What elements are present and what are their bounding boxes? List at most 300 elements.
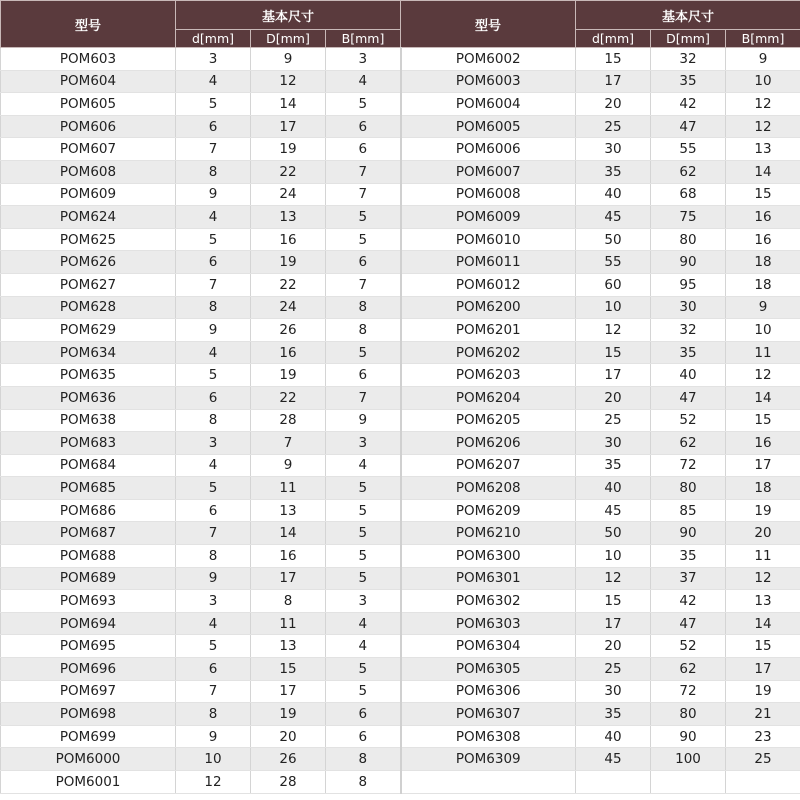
left-dim-D-cell: 22 [251, 273, 326, 296]
left-dim-B-cell: 4 [326, 70, 401, 93]
right-dim-B-cell: 15 [726, 409, 800, 432]
table-row [1, 70, 800, 93]
left-model-cell: POM697 [1, 680, 176, 703]
right-model-cell: POM6304 [401, 635, 576, 658]
left-dim-d-cell: 3 [176, 432, 251, 455]
right-dim-B-cell: 14 [726, 386, 800, 409]
right-model-cell: POM6200 [401, 296, 576, 319]
left-dim-D-cell: 17 [251, 115, 326, 138]
table-row [1, 477, 800, 500]
right-dim-d-cell: 40 [576, 725, 651, 748]
left-model-cell: POM606 [1, 115, 176, 138]
right-dim-B-cell: 11 [726, 545, 800, 568]
right-dim-B-cell: 15 [726, 635, 800, 658]
right-dim-B-cell: 25 [726, 748, 800, 771]
left-dim-D-cell: 16 [251, 545, 326, 568]
right-dim-D-cell: 40 [651, 364, 726, 387]
right-model-cell: POM6306 [401, 680, 576, 703]
left-dim-B-cell: 5 [326, 658, 401, 681]
table-row [1, 771, 800, 794]
right-dim-d-cell: 50 [576, 522, 651, 545]
left-dim-D-cell: 24 [251, 183, 326, 206]
left-model-cell: POM628 [1, 296, 176, 319]
right-model-cell: POM6207 [401, 454, 576, 477]
left-model-cell: POM634 [1, 341, 176, 364]
right-dim-D-cell: 42 [651, 590, 726, 613]
left-model-cell: POM695 [1, 635, 176, 658]
left-dim-d-cell: 5 [176, 228, 251, 251]
right-model-cell: POM6301 [401, 567, 576, 590]
left-dim-B-cell: 9 [326, 409, 401, 432]
left-model-cell: POM603 [1, 48, 176, 71]
left-model-cell: POM608 [1, 160, 176, 183]
right-dim-B-cell: 12 [726, 567, 800, 590]
right-dim-B-cell: 14 [726, 160, 800, 183]
right-dim-d-cell: 50 [576, 228, 651, 251]
left-dim-B-cell: 6 [326, 703, 401, 726]
left-dim-D-cell: 9 [251, 454, 326, 477]
right-dim-B-cell: 16 [726, 228, 800, 251]
right-model-cell [401, 771, 576, 794]
right-dim-D-cell: 52 [651, 409, 726, 432]
left-dim-d-cell: 8 [176, 296, 251, 319]
right-dim-d-cell: 20 [576, 93, 651, 116]
right-dim-d-cell: 10 [576, 545, 651, 568]
right-model-cell: POM6011 [401, 251, 576, 274]
right-dim-d-cell: 20 [576, 635, 651, 658]
model-header-left: 型号 [1, 1, 176, 48]
left-dim-D-cell: 19 [251, 138, 326, 161]
left-dim-D-cell: 13 [251, 635, 326, 658]
right-model-cell: POM6006 [401, 138, 576, 161]
left-dim-d-cell: 6 [176, 386, 251, 409]
right-model-cell: POM6012 [401, 273, 576, 296]
left-dim-D-cell: 12 [251, 70, 326, 93]
left-dim-D-cell: 26 [251, 319, 326, 342]
right-model-cell: POM6003 [401, 70, 576, 93]
left-dim-B-cell: 5 [326, 545, 401, 568]
right-model-cell: POM6206 [401, 432, 576, 455]
left-dim-D-cell: 8 [251, 590, 326, 613]
left-dim-B-cell: 5 [326, 499, 401, 522]
right-model-cell: POM6009 [401, 206, 576, 229]
right-dim-d-cell: 17 [576, 612, 651, 635]
left-dim-B-cell: 5 [326, 93, 401, 116]
col-D-header-right: D[mm] [651, 30, 726, 48]
right-dim-B-cell: 16 [726, 432, 800, 455]
right-dim-B-cell: 13 [726, 138, 800, 161]
right-dim-d-cell: 30 [576, 432, 651, 455]
left-dim-d-cell: 9 [176, 725, 251, 748]
table-row [1, 545, 800, 568]
left-dim-d-cell: 4 [176, 206, 251, 229]
right-dim-d-cell: 30 [576, 680, 651, 703]
col-B-header-left: B[mm] [326, 30, 401, 48]
right-dim-d-cell: 30 [576, 138, 651, 161]
right-model-cell: POM6204 [401, 386, 576, 409]
left-dim-D-cell: 19 [251, 703, 326, 726]
right-model-cell: POM6008 [401, 183, 576, 206]
left-dim-B-cell: 5 [326, 522, 401, 545]
right-dim-B-cell: 9 [726, 296, 800, 319]
right-dim-D-cell: 68 [651, 183, 726, 206]
right-dim-B-cell: 12 [726, 115, 800, 138]
left-dim-B-cell: 5 [326, 341, 401, 364]
right-dim-d-cell: 35 [576, 454, 651, 477]
left-dim-B-cell: 3 [326, 48, 401, 71]
right-dim-D-cell: 90 [651, 251, 726, 274]
left-model-cell: POM6001 [1, 771, 176, 794]
right-model-cell: POM6303 [401, 612, 576, 635]
right-dim-D-cell: 37 [651, 567, 726, 590]
table-row [1, 590, 800, 613]
right-model-cell: POM6205 [401, 409, 576, 432]
right-dim-D-cell: 32 [651, 48, 726, 71]
right-model-cell: POM6202 [401, 341, 576, 364]
right-dim-D-cell: 80 [651, 477, 726, 500]
right-dim-B-cell: 15 [726, 183, 800, 206]
right-dim-B-cell: 21 [726, 703, 800, 726]
table-row [1, 725, 800, 748]
table-row [1, 206, 800, 229]
table-row [1, 386, 800, 409]
right-dim-d-cell: 40 [576, 477, 651, 500]
right-dim-D-cell: 35 [651, 545, 726, 568]
table-header [1, 1, 800, 48]
left-dim-D-cell: 14 [251, 93, 326, 116]
left-dim-B-cell: 3 [326, 432, 401, 455]
right-dim-B-cell: 23 [726, 725, 800, 748]
right-dim-d-cell: 10 [576, 296, 651, 319]
right-dim-D-cell: 55 [651, 138, 726, 161]
table-row [1, 138, 800, 161]
table-row [1, 228, 800, 251]
table-row [1, 296, 800, 319]
right-dim-d-cell: 17 [576, 364, 651, 387]
right-dim-B-cell: 16 [726, 206, 800, 229]
left-model-cell: POM698 [1, 703, 176, 726]
right-dim-D-cell: 42 [651, 93, 726, 116]
right-dim-D-cell: 80 [651, 703, 726, 726]
left-dim-D-cell: 28 [251, 409, 326, 432]
right-dim-B-cell: 19 [726, 680, 800, 703]
left-dim-d-cell: 4 [176, 612, 251, 635]
right-dim-B-cell: 10 [726, 70, 800, 93]
left-model-cell: POM6000 [1, 748, 176, 771]
right-model-cell: POM6004 [401, 93, 576, 116]
left-dim-d-cell: 5 [176, 93, 251, 116]
left-dim-B-cell: 7 [326, 183, 401, 206]
table-row [1, 703, 800, 726]
left-dim-D-cell: 11 [251, 477, 326, 500]
left-dim-B-cell: 8 [326, 771, 401, 794]
left-dim-D-cell: 17 [251, 567, 326, 590]
left-dim-B-cell: 8 [326, 319, 401, 342]
right-dim-D-cell: 80 [651, 228, 726, 251]
table-row [1, 273, 800, 296]
right-dim-d-cell: 25 [576, 115, 651, 138]
left-dim-B-cell: 5 [326, 206, 401, 229]
left-model-cell: POM693 [1, 590, 176, 613]
table-row [1, 635, 800, 658]
right-dim-D-cell: 75 [651, 206, 726, 229]
table-row [1, 454, 800, 477]
right-model-cell: POM6209 [401, 499, 576, 522]
left-dim-d-cell: 6 [176, 115, 251, 138]
table-row [1, 93, 800, 116]
col-B-header-right: B[mm] [726, 30, 800, 48]
left-model-cell: POM687 [1, 522, 176, 545]
col-D-header-left: D[mm] [251, 30, 326, 48]
left-dim-B-cell: 7 [326, 160, 401, 183]
right-model-cell: POM6210 [401, 522, 576, 545]
left-dim-B-cell: 5 [326, 680, 401, 703]
left-model-cell: POM626 [1, 251, 176, 274]
right-dim-d-cell: 12 [576, 319, 651, 342]
left-dim-d-cell: 8 [176, 703, 251, 726]
table-row [1, 499, 800, 522]
right-dim-D-cell: 85 [651, 499, 726, 522]
right-dim-D-cell: 47 [651, 115, 726, 138]
left-dim-B-cell: 5 [326, 228, 401, 251]
left-dim-D-cell: 20 [251, 725, 326, 748]
right-dim-D-cell: 62 [651, 160, 726, 183]
right-dim-B-cell: 17 [726, 454, 800, 477]
right-dim-d-cell: 15 [576, 341, 651, 364]
right-dim-d-cell: 35 [576, 703, 651, 726]
right-dim-B-cell: 18 [726, 251, 800, 274]
left-model-cell: POM686 [1, 499, 176, 522]
left-dim-D-cell: 15 [251, 658, 326, 681]
left-dim-D-cell: 7 [251, 432, 326, 455]
left-dim-B-cell: 7 [326, 273, 401, 296]
left-dim-D-cell: 22 [251, 160, 326, 183]
right-dim-d-cell: 35 [576, 160, 651, 183]
left-dim-d-cell: 5 [176, 364, 251, 387]
right-model-cell: POM6305 [401, 658, 576, 681]
left-model-cell: POM635 [1, 364, 176, 387]
left-model-cell: POM636 [1, 386, 176, 409]
right-dim-B-cell: 12 [726, 93, 800, 116]
left-model-cell: POM696 [1, 658, 176, 681]
right-dim-d-cell: 15 [576, 48, 651, 71]
table-row [1, 251, 800, 274]
left-model-cell: POM609 [1, 183, 176, 206]
right-dim-D-cell: 30 [651, 296, 726, 319]
right-dim-d-cell: 40 [576, 183, 651, 206]
table-row [1, 409, 800, 432]
right-model-cell: POM6208 [401, 477, 576, 500]
right-model-cell: POM6002 [401, 48, 576, 71]
left-dim-d-cell: 8 [176, 160, 251, 183]
left-dim-D-cell: 24 [251, 296, 326, 319]
right-dim-D-cell: 62 [651, 432, 726, 455]
table-body [1, 48, 800, 794]
left-dim-D-cell: 13 [251, 206, 326, 229]
right-model-cell: POM6309 [401, 748, 576, 771]
left-dim-d-cell: 4 [176, 341, 251, 364]
left-dim-d-cell: 6 [176, 251, 251, 274]
right-dim-D-cell: 52 [651, 635, 726, 658]
left-dim-d-cell: 12 [176, 771, 251, 794]
left-dim-D-cell: 11 [251, 612, 326, 635]
table-row [1, 680, 800, 703]
left-model-cell: POM688 [1, 545, 176, 568]
left-dim-d-cell: 5 [176, 635, 251, 658]
col-d-header-left: d[mm] [176, 30, 251, 48]
left-dim-B-cell: 6 [326, 364, 401, 387]
left-dim-B-cell: 3 [326, 590, 401, 613]
left-dim-B-cell: 6 [326, 138, 401, 161]
right-dim-d-cell: 17 [576, 70, 651, 93]
left-model-cell: POM627 [1, 273, 176, 296]
left-dim-d-cell: 5 [176, 477, 251, 500]
right-dim-d-cell: 60 [576, 273, 651, 296]
table-row [1, 748, 800, 771]
right-dim-d-cell [576, 771, 651, 794]
basic-size-header-right: 基本尺寸 [576, 1, 800, 30]
right-dim-D-cell: 47 [651, 386, 726, 409]
table-row [1, 364, 800, 387]
right-dim-B-cell: 18 [726, 477, 800, 500]
table-row [1, 522, 800, 545]
left-model-cell: POM605 [1, 93, 176, 116]
right-model-cell: POM6201 [401, 319, 576, 342]
left-dim-D-cell: 19 [251, 251, 326, 274]
right-dim-d-cell: 55 [576, 251, 651, 274]
right-dim-D-cell: 62 [651, 658, 726, 681]
right-dim-D-cell: 32 [651, 319, 726, 342]
left-dim-D-cell: 9 [251, 48, 326, 71]
right-dim-B-cell: 13 [726, 590, 800, 613]
right-dim-D-cell: 95 [651, 273, 726, 296]
right-model-cell: POM6308 [401, 725, 576, 748]
left-dim-d-cell: 3 [176, 48, 251, 71]
left-dim-D-cell: 13 [251, 499, 326, 522]
left-model-cell: POM638 [1, 409, 176, 432]
right-dim-D-cell: 35 [651, 341, 726, 364]
right-dim-B-cell [726, 771, 800, 794]
left-dim-B-cell: 6 [326, 115, 401, 138]
left-dim-d-cell: 6 [176, 658, 251, 681]
right-model-cell: POM6300 [401, 545, 576, 568]
left-dim-d-cell: 6 [176, 499, 251, 522]
left-dim-d-cell: 4 [176, 454, 251, 477]
right-dim-B-cell: 19 [726, 499, 800, 522]
table-row [1, 658, 800, 681]
left-dim-d-cell: 7 [176, 273, 251, 296]
right-dim-D-cell: 90 [651, 522, 726, 545]
right-dim-d-cell: 25 [576, 409, 651, 432]
basic-size-header-left: 基本尺寸 [176, 1, 401, 30]
right-dim-D-cell: 35 [651, 70, 726, 93]
right-dim-B-cell: 18 [726, 273, 800, 296]
left-model-cell: POM685 [1, 477, 176, 500]
right-model-cell: POM6005 [401, 115, 576, 138]
right-dim-D-cell: 47 [651, 612, 726, 635]
right-dim-d-cell: 45 [576, 499, 651, 522]
right-dim-B-cell: 10 [726, 319, 800, 342]
right-dim-B-cell: 17 [726, 658, 800, 681]
left-dim-D-cell: 14 [251, 522, 326, 545]
left-model-cell: POM625 [1, 228, 176, 251]
table-row [1, 183, 800, 206]
left-model-cell: POM624 [1, 206, 176, 229]
right-dim-D-cell: 72 [651, 680, 726, 703]
left-dim-B-cell: 4 [326, 454, 401, 477]
model-header-right: 型号 [401, 1, 576, 48]
left-dim-D-cell: 19 [251, 364, 326, 387]
right-dim-D-cell: 90 [651, 725, 726, 748]
right-dim-B-cell: 9 [726, 48, 800, 71]
col-d-header-right: d[mm] [576, 30, 651, 48]
right-dim-d-cell: 25 [576, 658, 651, 681]
left-dim-D-cell: 28 [251, 771, 326, 794]
table-row [1, 319, 800, 342]
right-model-cell: POM6010 [401, 228, 576, 251]
left-model-cell: POM683 [1, 432, 176, 455]
left-dim-d-cell: 7 [176, 680, 251, 703]
table-row [1, 612, 800, 635]
right-model-cell: POM6302 [401, 590, 576, 613]
right-dim-d-cell: 20 [576, 386, 651, 409]
left-model-cell: POM629 [1, 319, 176, 342]
left-dim-D-cell: 22 [251, 386, 326, 409]
left-dim-d-cell: 9 [176, 183, 251, 206]
left-dim-B-cell: 6 [326, 251, 401, 274]
left-dim-d-cell: 9 [176, 567, 251, 590]
left-model-cell: POM604 [1, 70, 176, 93]
left-dim-d-cell: 9 [176, 319, 251, 342]
left-dim-B-cell: 6 [326, 725, 401, 748]
left-dim-d-cell: 4 [176, 70, 251, 93]
right-dim-D-cell: 100 [651, 748, 726, 771]
right-dim-D-cell [651, 771, 726, 794]
table-row [1, 432, 800, 455]
left-dim-B-cell: 4 [326, 612, 401, 635]
right-dim-d-cell: 45 [576, 206, 651, 229]
left-dim-d-cell: 7 [176, 138, 251, 161]
left-dim-d-cell: 8 [176, 409, 251, 432]
right-dim-d-cell: 15 [576, 590, 651, 613]
table-row [1, 341, 800, 364]
left-model-cell: POM699 [1, 725, 176, 748]
table-row [1, 48, 800, 71]
left-dim-d-cell: 7 [176, 522, 251, 545]
left-dim-D-cell: 16 [251, 228, 326, 251]
right-dim-B-cell: 20 [726, 522, 800, 545]
left-dim-d-cell: 3 [176, 590, 251, 613]
right-dim-B-cell: 12 [726, 364, 800, 387]
right-model-cell: POM6007 [401, 160, 576, 183]
left-model-cell: POM689 [1, 567, 176, 590]
right-dim-d-cell: 12 [576, 567, 651, 590]
right-dim-d-cell: 45 [576, 748, 651, 771]
left-dim-D-cell: 17 [251, 680, 326, 703]
left-dim-B-cell: 5 [326, 477, 401, 500]
right-dim-D-cell: 72 [651, 454, 726, 477]
left-dim-B-cell: 5 [326, 567, 401, 590]
right-model-cell: POM6203 [401, 364, 576, 387]
left-dim-B-cell: 4 [326, 635, 401, 658]
left-dim-B-cell: 8 [326, 296, 401, 319]
left-dim-D-cell: 26 [251, 748, 326, 771]
table-row [1, 567, 800, 590]
left-dim-D-cell: 16 [251, 341, 326, 364]
right-model-cell: POM6307 [401, 703, 576, 726]
left-dim-B-cell: 7 [326, 386, 401, 409]
left-dim-d-cell: 10 [176, 748, 251, 771]
